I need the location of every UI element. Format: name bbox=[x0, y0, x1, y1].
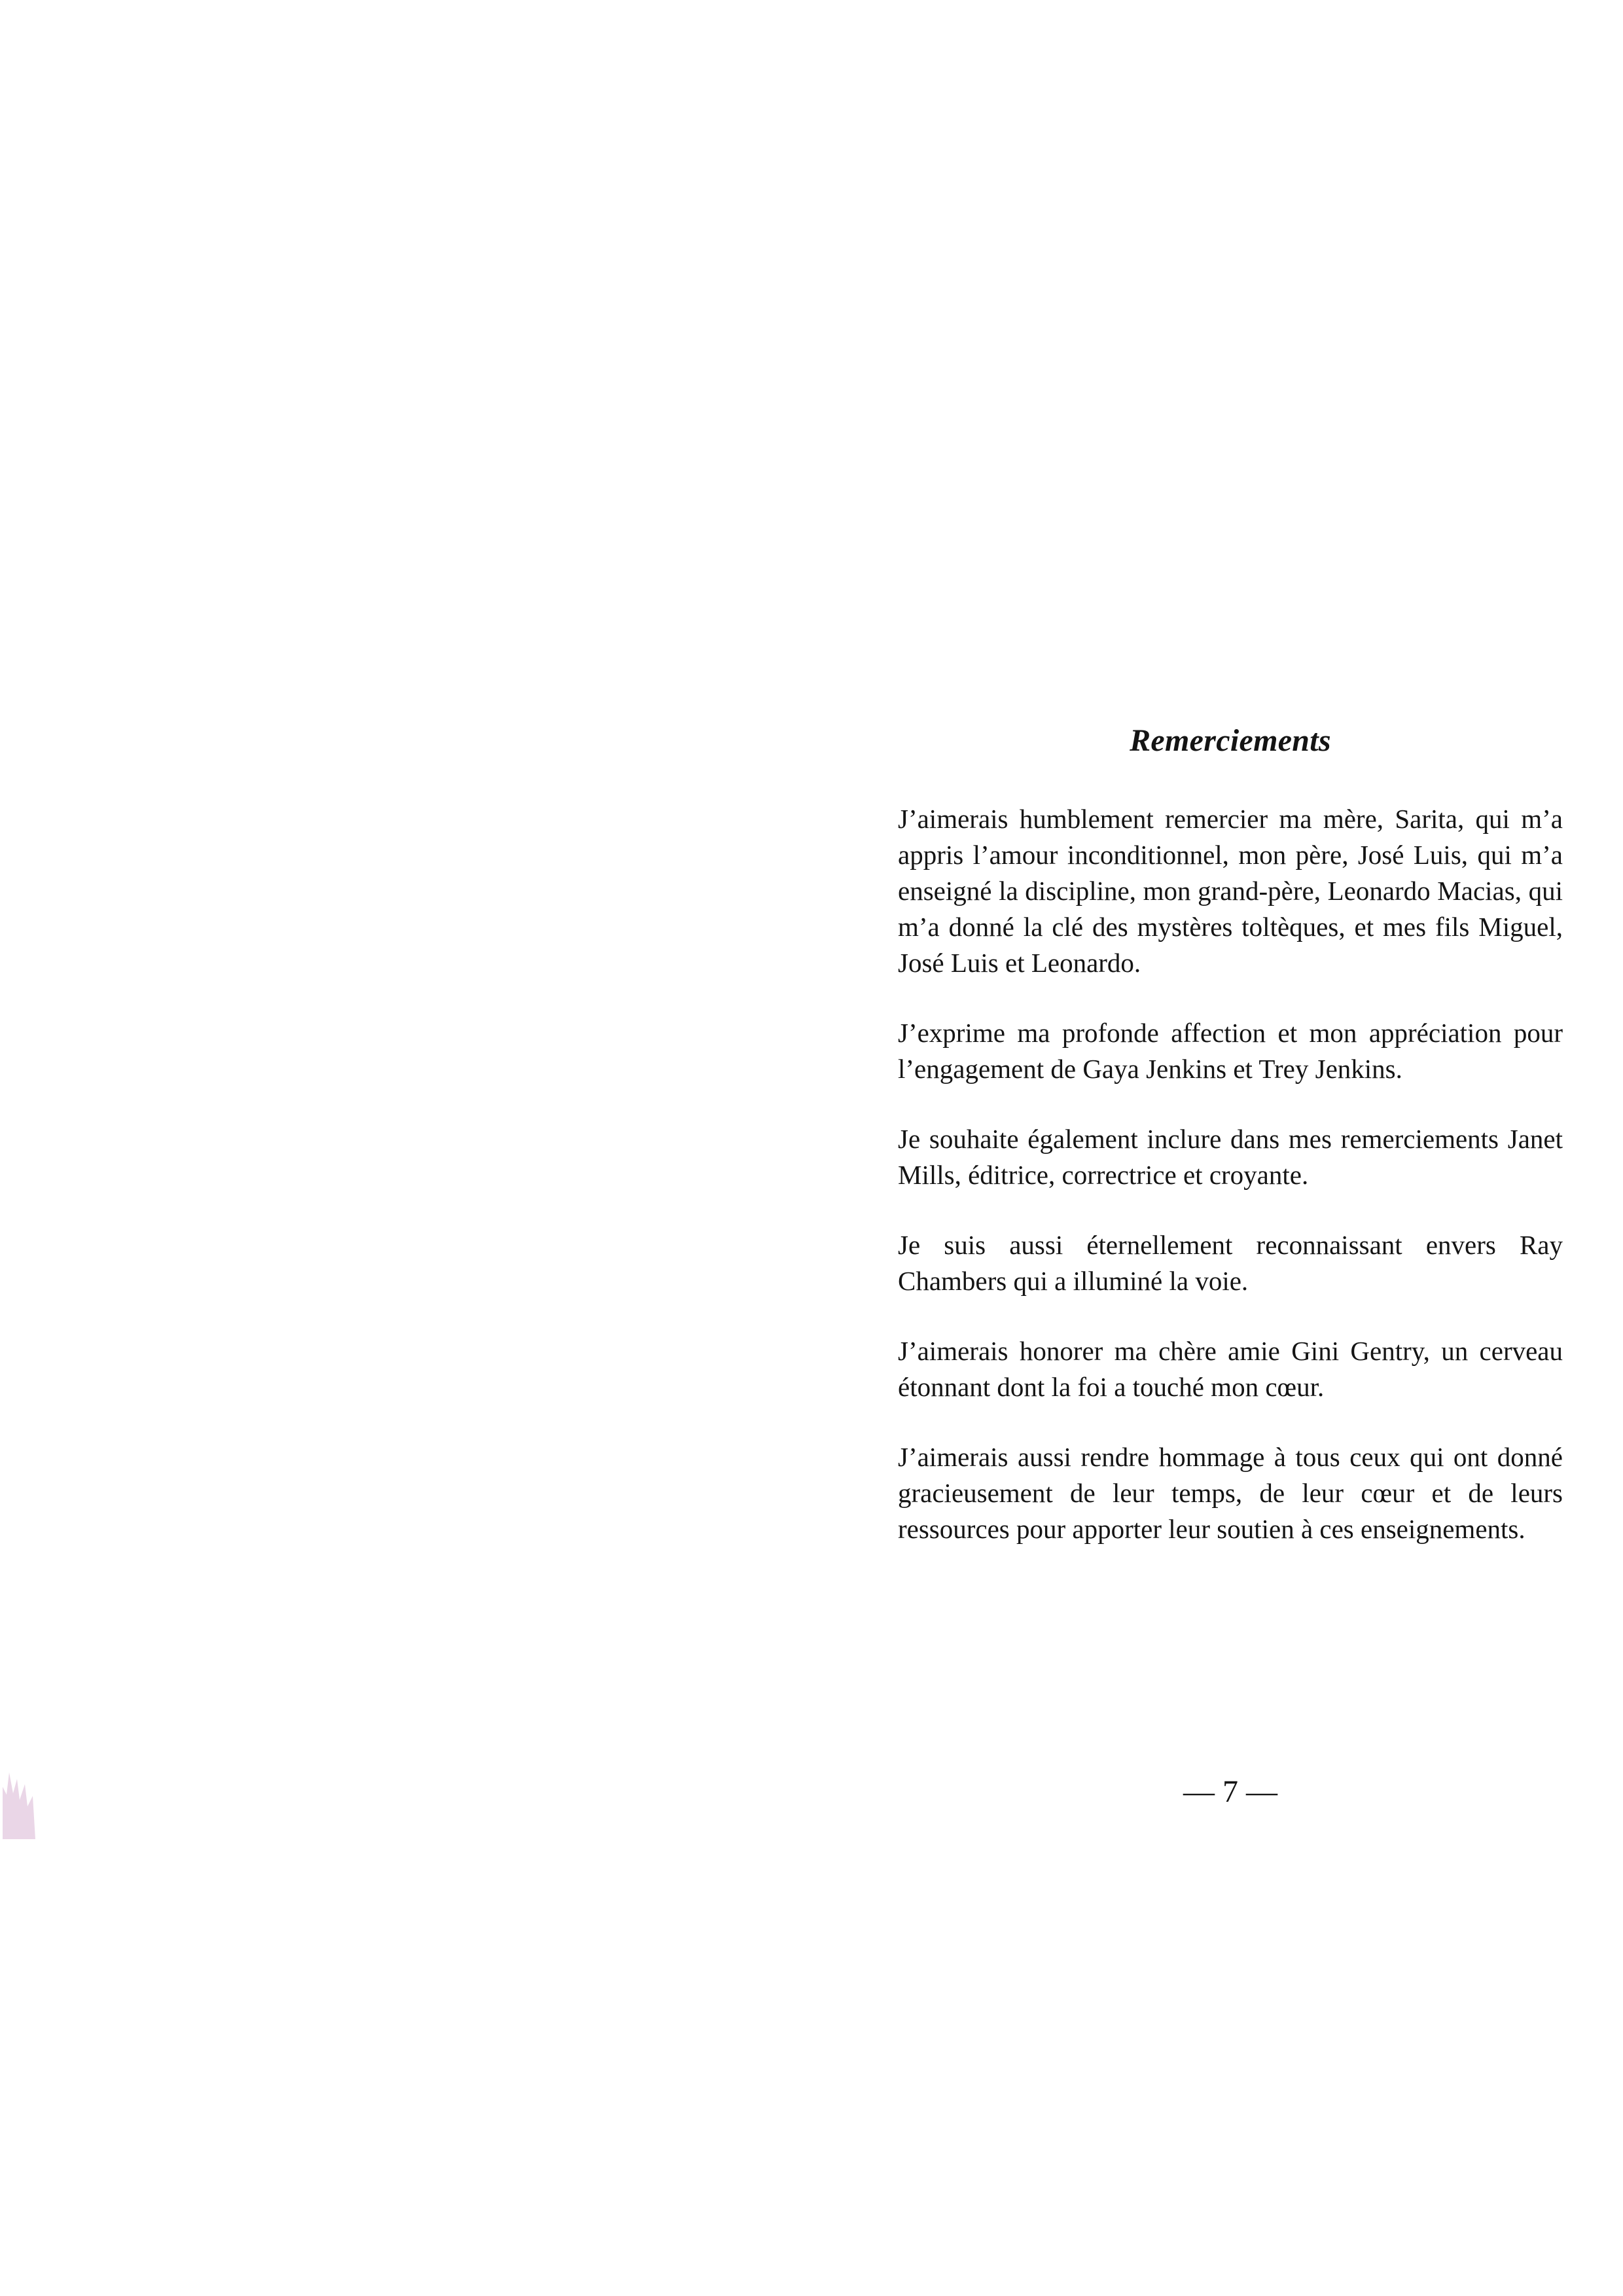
page-title: Remerciements bbox=[1130, 723, 1331, 758]
paragraph-supporters: J’aimerais aussi rendre hommage à tous ceux qui ont donné gracieusement de leur temps, de leur cœur et de leurs ressources pour apporter leur soutien à ces enseignements. bbox=[898, 1442, 1563, 1544]
paragraph-mills: Je souhaite également inclure dans mes remerciements Janet Mills, éditrice, correctrice et croyante. bbox=[898, 1124, 1563, 1190]
page-number: — 7 — bbox=[1183, 1774, 1277, 1809]
acknowledgements-section bbox=[898, 720, 1563, 1581]
paragraph-gentry: J’aimerais honorer ma chère amie Gini Gentry, un cerveau étonnant dont la foi a touché mon cœur. bbox=[898, 1336, 1563, 1402]
scan-edge-mark bbox=[0, 1767, 38, 1839]
paragraph-family: J’aimerais humblement remercier ma mère, Sarita, qui m’a appris l’amour inconditionnel, mon père, José Luis, qui m’a enseigné la discipline, mon grand-père, Leonardo Macias, qui m’a donné la clé des mystères toltèques, et mes fils Miguel, José Luis et Leonardo. bbox=[898, 804, 1563, 978]
paragraph-jenkins: J’exprime ma profonde affection et mon appréciation pour l’engagement de Gaya Jenkins et Trey Jenkins. bbox=[898, 1018, 1563, 1084]
paragraph-chambers: Je suis aussi éternellement reconnaissant envers Ray Chambers qui a illuminé la voie. bbox=[898, 1230, 1563, 1296]
